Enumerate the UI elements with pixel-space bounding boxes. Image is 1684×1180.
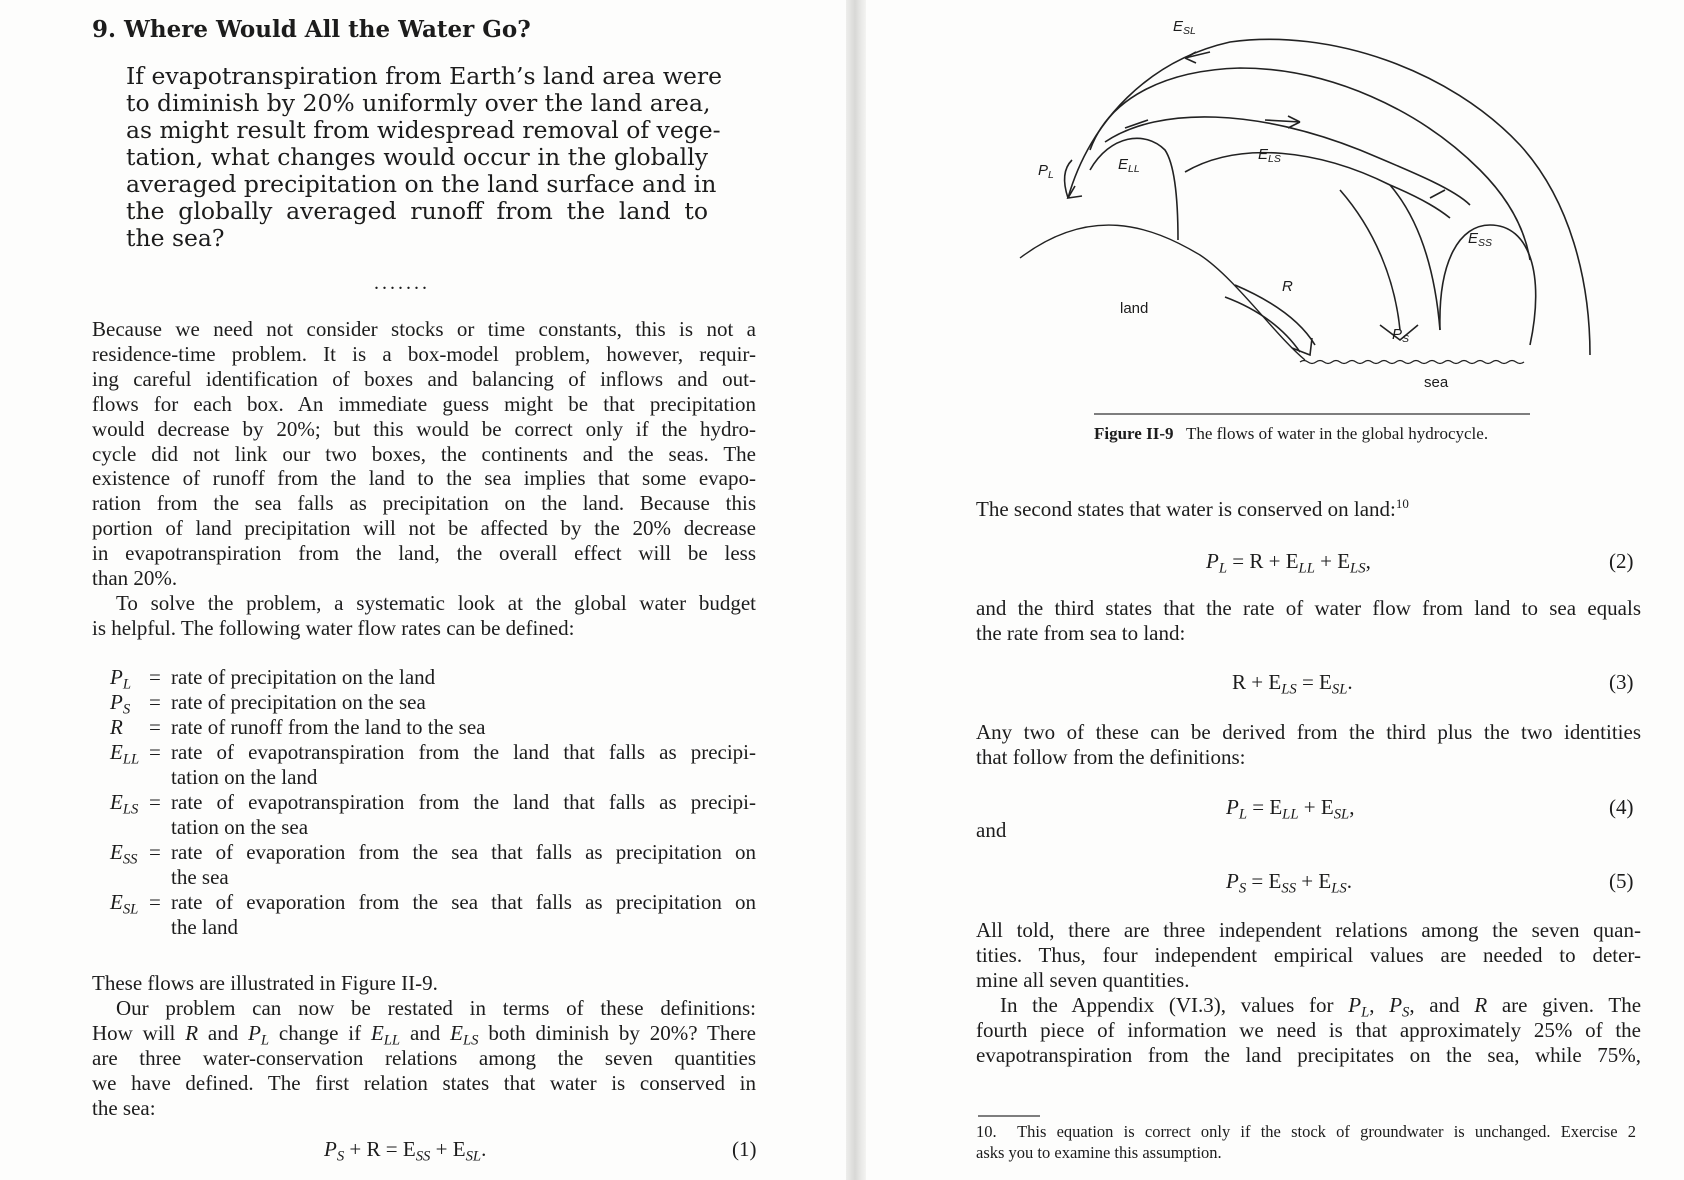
text-line: flows for each box. An immediate guess might be that precipitation bbox=[92, 391, 756, 416]
text-line: These flows are illustrated in Figure II-9. bbox=[92, 971, 438, 995]
text-line: In the Appendix (VI.3), values for $P_L$, $P_S$, and R are given. The bbox=[1000, 993, 1642, 1021]
section-separator: ....... bbox=[374, 272, 430, 294]
definition-text: rate of evapotranspiration from the land that falls as precipi- bbox=[171, 790, 756, 814]
symbol: $P_S$ bbox=[110, 690, 131, 718]
footnote-number: 10. bbox=[976, 1122, 997, 1141]
label-ps: $P_S$ bbox=[1392, 326, 1410, 346]
text-line: residence-time problem. It is a box-model problem, however, requir- bbox=[92, 341, 756, 366]
question-line: averaged precipitation on the land surface and in bbox=[126, 170, 717, 198]
label-esl: $E_{SL}$ bbox=[1173, 18, 1196, 38]
and-connector: and bbox=[976, 818, 1007, 842]
equals-sign: = bbox=[149, 840, 161, 864]
text-line: are three water-conservation relations among the seven quantities bbox=[92, 1045, 756, 1070]
flow-arrows bbox=[1020, 39, 1590, 360]
ss-arrow bbox=[1430, 190, 1445, 198]
label-land: land bbox=[1120, 300, 1149, 317]
equals-sign: = bbox=[149, 790, 161, 814]
symbol: $E_{SL}$ bbox=[110, 890, 139, 918]
question-line: as might result from widespread removal of vege- bbox=[126, 116, 721, 144]
caption-text: The flows of water in the global hydrocycle. bbox=[1185, 424, 1489, 443]
symbol: $P_L$ bbox=[110, 665, 131, 693]
right-paragraph-3 bbox=[976, 720, 1641, 770]
definition-text: rate of precipitation on the land bbox=[171, 665, 436, 689]
equals-sign: = bbox=[149, 665, 161, 689]
text-line: To solve the problem, a systematic look at the global water budget bbox=[116, 590, 756, 615]
equation-1: $P_S + R = E_{SS} + E_{SL}$. bbox=[324, 1137, 487, 1165]
equation-number: (3) bbox=[1609, 670, 1634, 694]
label-ess: $E_{SS}$ bbox=[1468, 230, 1493, 250]
right-paragraph-1: The second states that water is conserved on land:$^{10}$ bbox=[976, 496, 1409, 521]
question-line: the globally averaged runoff from the land to bbox=[126, 197, 708, 225]
equation-number: (2) bbox=[1609, 549, 1634, 573]
equation-number: (4) bbox=[1609, 795, 1634, 819]
equation-3: $R + E_{LS} = E_{SL}$. bbox=[1232, 670, 1353, 698]
symbol: $E_{SS}$ bbox=[110, 840, 138, 868]
els-arc-outer bbox=[1105, 117, 1470, 205]
text-line: fourth piece of information we need is that approximately 25% of the bbox=[976, 1018, 1641, 1042]
label-r: R bbox=[1282, 278, 1293, 295]
equation-2: $P_L = R + E_{LL} + E_{LS}$, bbox=[1206, 549, 1371, 577]
definition-text: rate of precipitation on the sea bbox=[171, 690, 426, 714]
text-line: evapotranspiration from the land precipitates on the sea, while 75%, bbox=[976, 1043, 1641, 1067]
text-line: in evapotranspiration from the land, the overall effect will be less bbox=[92, 541, 756, 566]
footnote-ref: 10 bbox=[1395, 496, 1409, 511]
text-line: cycle did not link our two boxes, the continents and the seas. The bbox=[92, 441, 756, 466]
text-line: portion of land precipitation will not be affected by the 20% decrease bbox=[92, 516, 756, 541]
equation-number: (1) bbox=[732, 1137, 757, 1161]
text-line: existence of runoff from the land to the sea implies that some evapo- bbox=[92, 466, 756, 491]
text-line: All told, there are three independent relations among the seven quan- bbox=[976, 918, 1641, 942]
text-line: Any two of these can be derived from the third plus the two identities bbox=[976, 720, 1641, 744]
text-line: tities. Thus, four independent empirical values are needed to deter- bbox=[976, 943, 1641, 967]
text-line: than 20%. bbox=[92, 566, 178, 591]
caption-label: Figure II-9 bbox=[1094, 424, 1174, 443]
runoff-arrowhead bbox=[1292, 338, 1312, 355]
els-arc-inner bbox=[1185, 153, 1450, 218]
esl-arc-inner bbox=[1090, 68, 1530, 260]
definition-text: tation on the sea bbox=[171, 815, 309, 839]
definition-text: the sea bbox=[171, 865, 229, 889]
equation-4: $P_L = E_{LL} + E_{SL}$, bbox=[1226, 795, 1355, 823]
definition-text: rate of evaporation from the sea that falls as precipitation on bbox=[171, 890, 756, 914]
symbol: R bbox=[110, 715, 123, 739]
land-surface bbox=[1020, 225, 1305, 360]
definition-text: the land bbox=[171, 915, 239, 939]
runoff-line-1 bbox=[1235, 285, 1315, 345]
equals-sign: = bbox=[149, 740, 161, 764]
label-els: $E_{LS}$ bbox=[1258, 146, 1281, 166]
symbol: $E_{LS}$ bbox=[110, 790, 139, 818]
figure-caption bbox=[1094, 424, 1488, 444]
text-line: mine all seven quantities. bbox=[976, 968, 1190, 992]
equals-sign: = bbox=[149, 715, 161, 739]
sea-surface bbox=[1300, 361, 1524, 364]
text-line: How will R and $P_L$ change if $E_{LL}$ and $E_{LS}$ both diminish by 20%? There bbox=[92, 1020, 756, 1049]
text-line: ration from the sea falls as precipitation on the land. Because this bbox=[92, 491, 756, 516]
text-line: Our problem can now be restated in terms of these definitions: bbox=[116, 995, 756, 1020]
problem-title: 9. Where Would All the Water Go? bbox=[92, 16, 531, 43]
text-line: that follow from the definitions: bbox=[976, 745, 1246, 769]
text-line: and the third states that the rate of water flow from land to sea equals bbox=[976, 596, 1641, 620]
definition-text: rate of runoff from the land to the sea bbox=[171, 715, 486, 739]
right-paragraph-4 bbox=[976, 918, 1641, 1068]
definition-text: rate of evapotranspiration from the land that falls as precipi- bbox=[171, 740, 756, 764]
definition-text: rate of evaporation from the sea that falls as precipitation on bbox=[171, 840, 756, 864]
equals-sign: = bbox=[149, 890, 161, 914]
label-sea: sea bbox=[1424, 374, 1449, 391]
definition-text: tation on the land bbox=[171, 765, 318, 789]
label-pl: $P_L$ bbox=[1038, 162, 1054, 182]
text-line: Because we need not consider stocks or time constants, this is not a bbox=[92, 317, 756, 341]
footnote bbox=[976, 1121, 1636, 1163]
text-line: we have defined. The first relation states that water is conserved in bbox=[92, 1070, 756, 1095]
label-ell: $E_{LL}$ bbox=[1118, 156, 1140, 176]
els-arrow bbox=[1265, 120, 1300, 122]
text-line: ing careful identification of boxes and balancing of inflows and out- bbox=[92, 366, 756, 391]
footnote-line: 10. This equation is correct only if the stock of groundwater is unchanged. Exercise 2 bbox=[976, 1122, 1636, 1141]
text-line: the rate from sea to land: bbox=[976, 621, 1186, 645]
question-line: to diminish by 20% uniformly over the land area, bbox=[126, 89, 711, 117]
equals-sign: = bbox=[149, 690, 161, 714]
right-paragraph-2 bbox=[976, 596, 1641, 646]
text-line: the sea: bbox=[92, 1095, 156, 1120]
symbol: $E_{LL}$ bbox=[110, 740, 140, 768]
ps-line-left bbox=[1340, 190, 1400, 330]
text-line: would decrease by 20%; but this would be correct only if the hydro- bbox=[92, 416, 756, 441]
question-line: the sea? bbox=[126, 224, 225, 252]
question-line: tation, what changes would occur in the globally bbox=[126, 143, 708, 171]
text-line: is helpful. The following water flow rates can be defined: bbox=[92, 615, 575, 640]
footnote-line: asks you to examine this assumption. bbox=[976, 1143, 1222, 1162]
equation-number: (5) bbox=[1609, 869, 1634, 893]
question-line: If evapotranspiration from Earth’s land area were bbox=[126, 62, 723, 90]
equation-5: $P_S = E_{SS} + E_{LS}$. bbox=[1226, 869, 1352, 897]
